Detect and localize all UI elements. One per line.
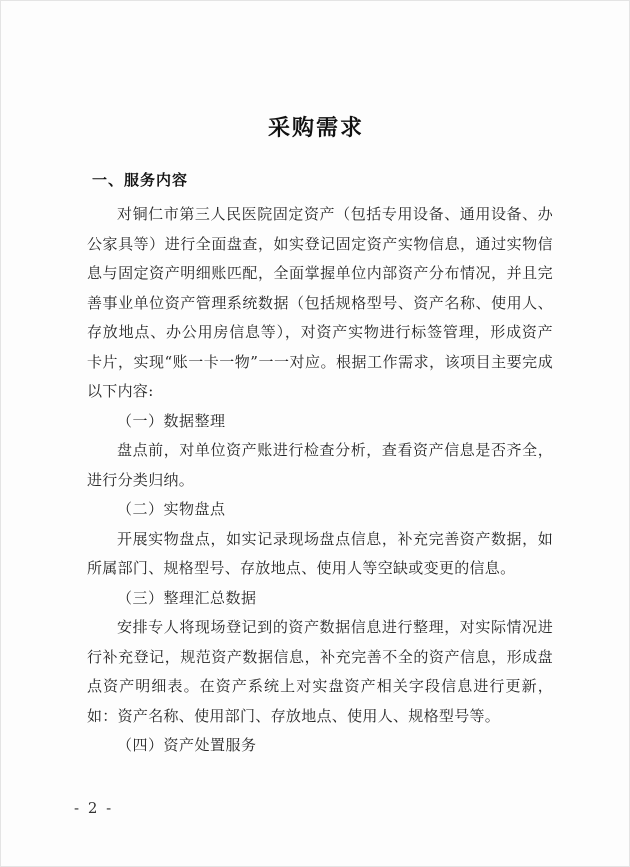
page-number: - 2 -	[74, 799, 114, 817]
subsection-heading-1: （一）数据整理	[117, 411, 226, 430]
document-title: 采购需求	[267, 115, 364, 141]
subsection-text-2: 开展实物盘点，如实记录现场盘点信息，补充完善资产数据，如所属部门、规格型号、存放地点、使用人等空缺或变更的信息。	[87, 529, 553, 577]
subsection-heading-4: （四）资产处置服务	[117, 736, 257, 754]
subsection-text-3: 安排专人将现场登记到的资产数据信息进行整理，对实际情况进行补充登记，规范资产数据信息，补充完善不全的资产信息，形成盘点资产明细表。在资产系统上对实盘资产相关字段信息进行更新，如：资产名称、使用部门、存放地点、使用人、规格型号等。	[87, 618, 553, 725]
subsection-heading-2: （二）实物盘点	[117, 500, 226, 518]
section-heading: 一、服务内容	[92, 171, 189, 189]
document-body	[87, 200, 553, 761]
subsection-text-1: 盘点前，对单位资产账进行检查分析，查看资产信息是否齐全，进行分类归纳。	[87, 441, 553, 489]
intro-paragraph: 对铜仁市第三人民医院固定资产（包括专用设备、通用设备、办公家具等）进行全面盘查，如实登记固定资产实物信息，通过实物信息与固定资产明细账匹配，全面掌握单位内部资产分布情况，并且完善事业单位资产管理系统数据（包括规格型号、资产名称、使用人、存放地点、办公用房信息等），对资产实物进行标签管理，形成资产卡片，实现“账一卡一物”一一对应。根据工作需求，该项目主要完成以下内容:	[87, 205, 553, 400]
subsection-heading-3: （三）整理汇总数据	[117, 588, 257, 607]
